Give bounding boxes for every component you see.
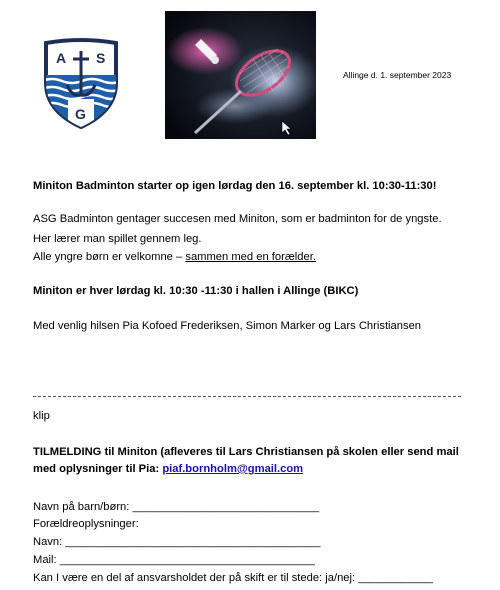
parent-info-label: Forældreoplysninger: xyxy=(33,518,139,530)
signup-heading-line-2-prefix: med oplysninger til Pia: xyxy=(33,463,163,475)
headline: Miniton Badminton starter op igen lørdag den 16. september kl. 10:30-11:30! xyxy=(33,180,437,192)
intro-line-3-prefix: Alle yngre børn er velkomne – xyxy=(33,251,186,263)
logo-letter-g: G xyxy=(75,106,86,122)
intro-line-3-underlined: sammen med en forælder. xyxy=(185,251,316,263)
intro-line-2: Her lærer man spillet gennem leg. xyxy=(33,233,202,245)
signup-heading-line-1: TILMELDING til Miniton (afleveres til Lars Christiansen på skolen eller send mail xyxy=(33,446,459,458)
intro-line-1: ASG Badminton gentager succesen med Miniton, som er badminton for de yngste. xyxy=(33,213,442,225)
parent-name-field[interactable]: Navn: _________________________________________ xyxy=(33,536,321,548)
child-name-field[interactable]: Navn på barn/børn: ______________________________ xyxy=(33,501,320,513)
schedule-text: Miniton er hver lørdag kl. 10:30 -11:30 i hallen i Allinge (BIKC) xyxy=(33,285,359,297)
shift-question-field[interactable]: Kan I være en del af ansvarsholdet der på skift er til stede: ja/nej: ____________ xyxy=(33,572,433,584)
cut-line xyxy=(33,396,461,397)
logo-letter-a: A xyxy=(56,50,67,66)
email-link[interactable]: piaf.bornholm@gmail.com xyxy=(162,463,304,475)
greeting-text: Med venlig hilsen Pia Kofoed Frederiksen, Simon Marker og Lars Christiansen xyxy=(33,320,422,332)
intro-line-3 xyxy=(33,249,316,265)
logo-letter-s: S xyxy=(96,50,106,66)
asg-club-logo xyxy=(42,37,120,129)
badminton-photo xyxy=(165,11,316,139)
letter-date: Allinge d. 1. september 2023 xyxy=(343,70,452,80)
signup-heading-line-2 xyxy=(33,461,303,477)
parent-mail-field[interactable]: Mail: _________________________________________ xyxy=(33,554,315,566)
cut-label: klip xyxy=(33,410,50,422)
